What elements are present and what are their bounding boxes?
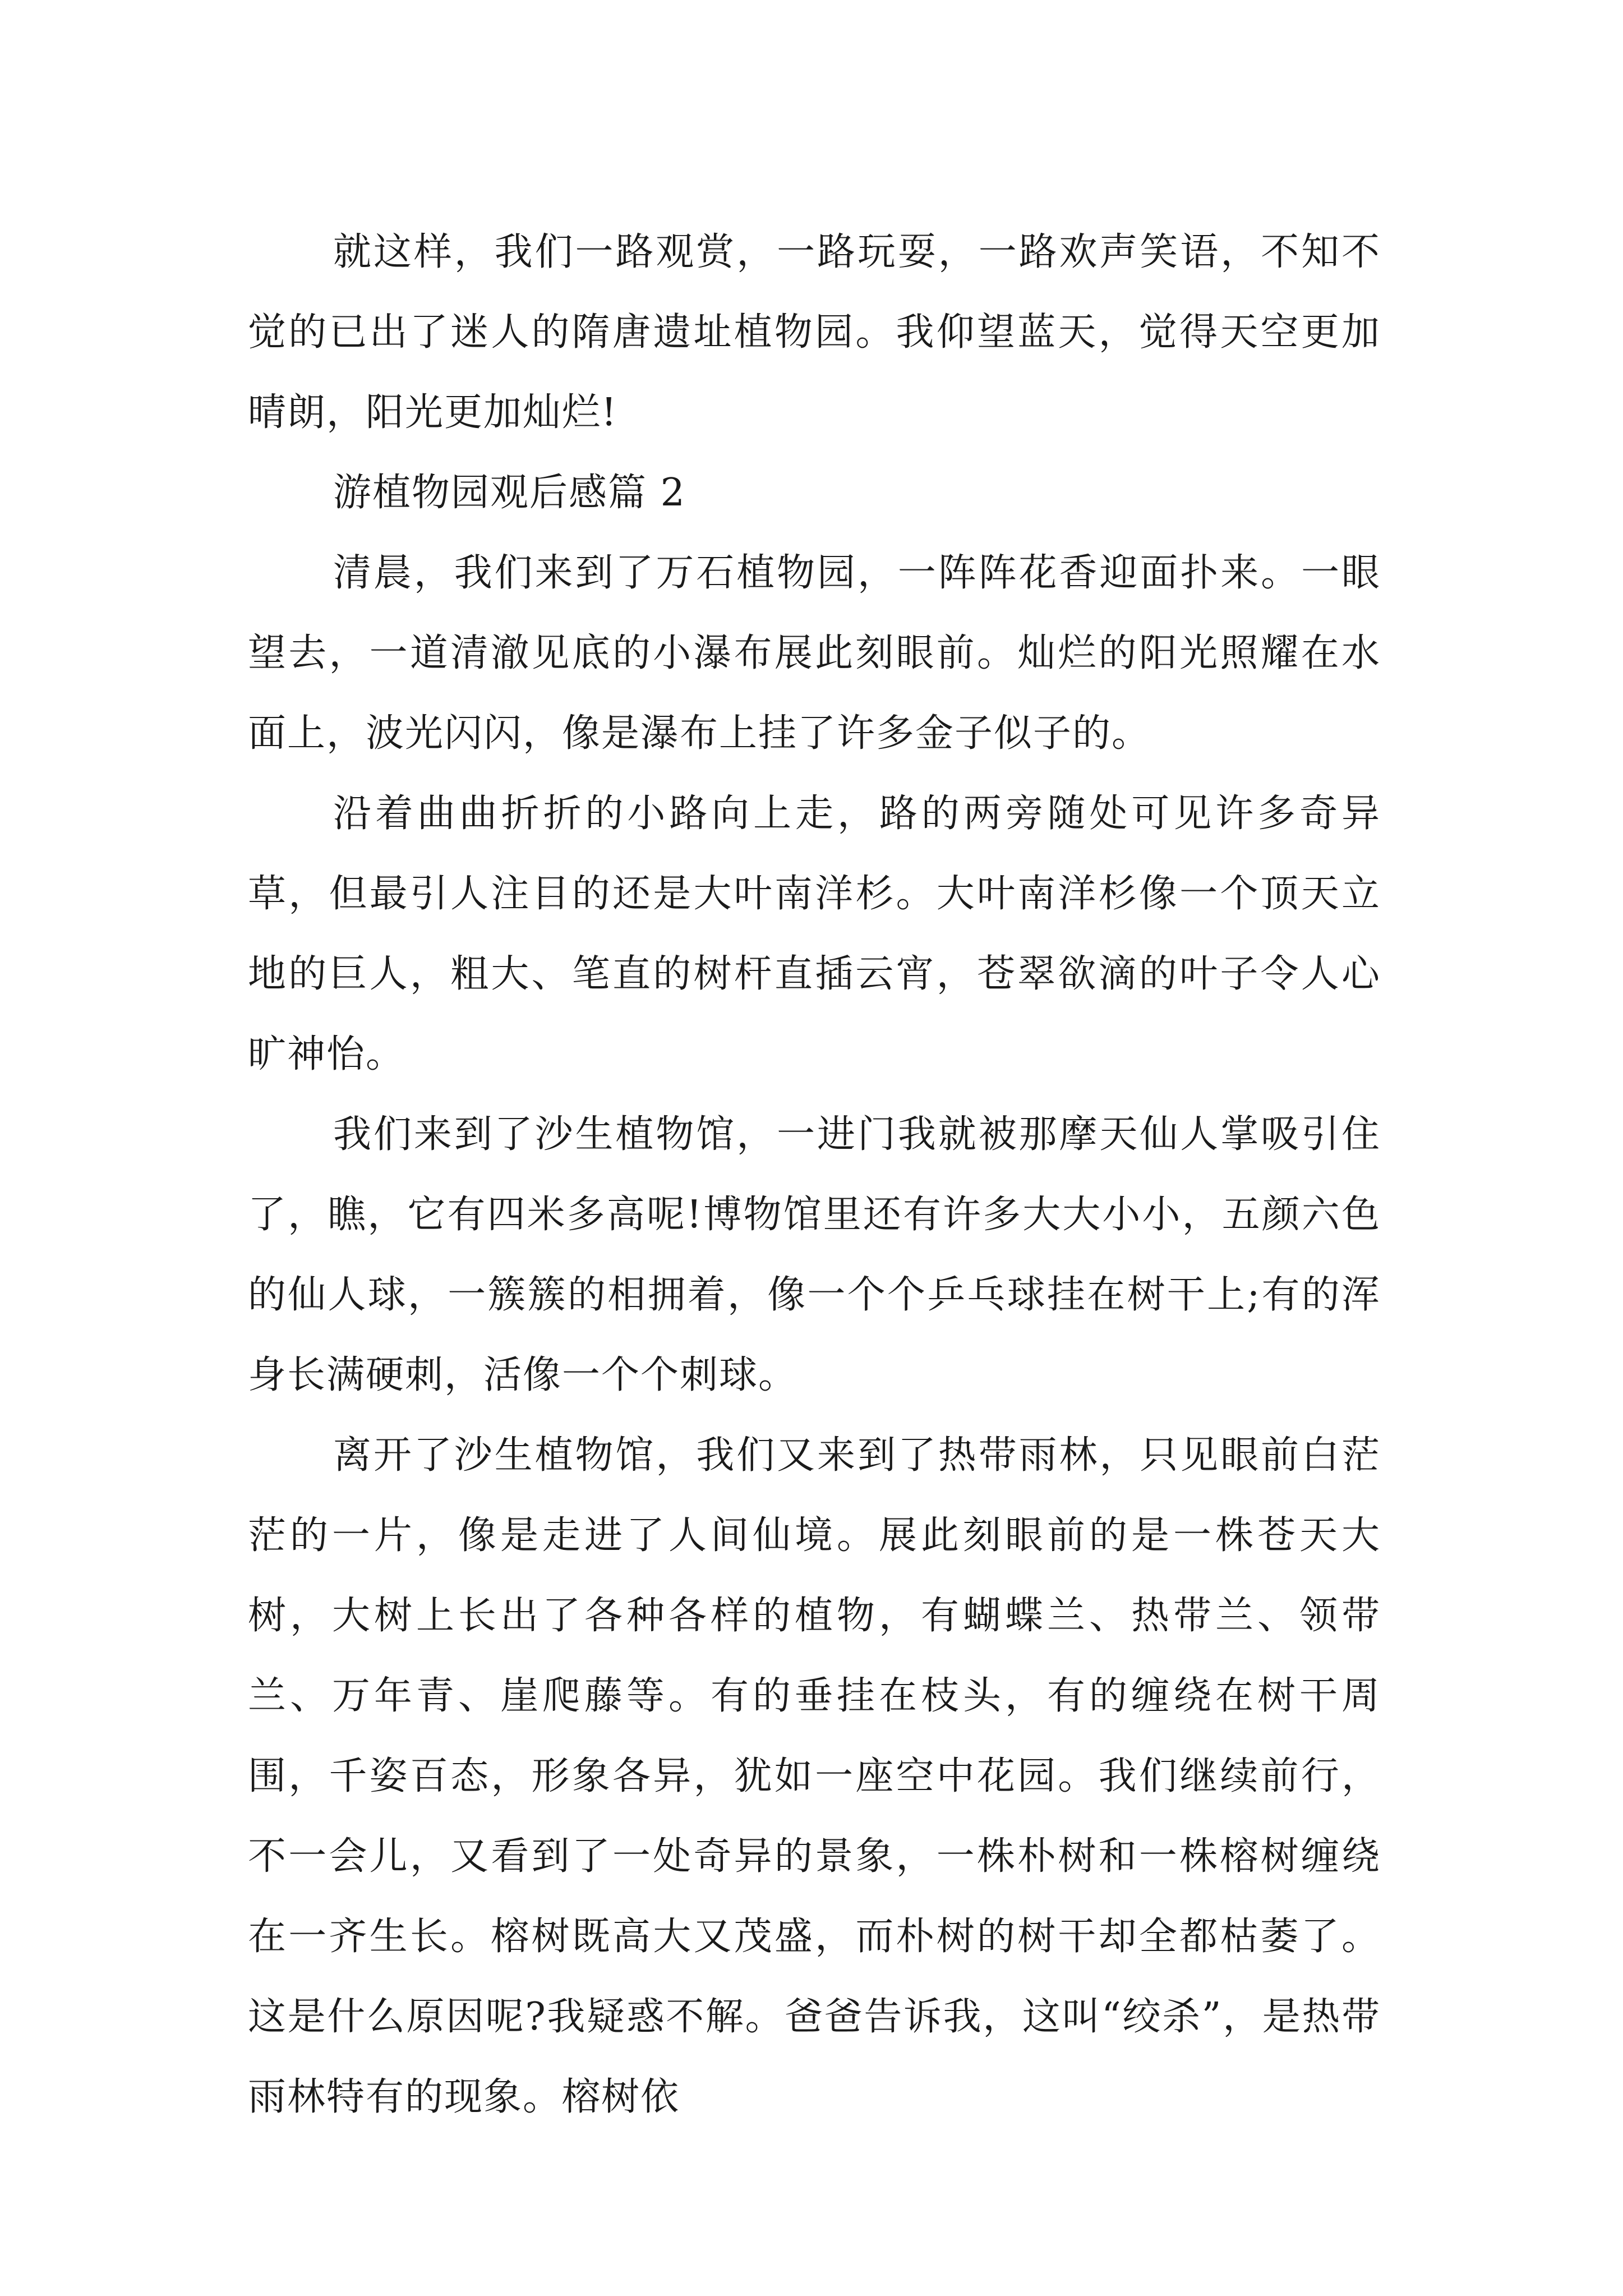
paragraph-morning: 清晨，我们来到了万石植物园，一阵阵花香迎面扑来。一眼望去，一道清澈见底的小瀑布展此刻眼前。灿烂的阳光照耀在水面上，波光闪闪，像是瀑布上挂了许多金子似子的。: [248, 551, 1381, 756]
paragraph-closing: 就这样，我们一路观赏，一路玩耍，一路欢声笑语，不知不觉的已出了迷人的隋唐遗址植物园。我仰望蓝天，觉得天空更加晴朗，阳光更加灿烂!: [248, 230, 1381, 435]
section-title: 游植物园观后感篇 2: [333, 471, 686, 515]
paragraph-cactus-hall: 我们来到了沙生植物馆，一进门我就被那摩天仙人掌吸引住了，瞧，它有四米多高呢!博物馆里还有许多大大小小，五颜六色的仙人球，一簇簇的相拥着，像一个个乒乓球挂在树干上;有的浑身长满硬刺，活像一个个刺球。: [248, 1112, 1381, 1397]
paragraph-rainforest: 离开了沙生植物馆，我们又来到了热带雨林，只见眼前白茫茫的一片，像是走进了人间仙境。展此刻眼前的是一株苍天大树，大树上长出了各种各样的植物，有蝴蝶兰、热带兰、领带兰、万年青、崖爬藤等。有的垂挂在枝头，有的缠绕在树干周围，千姿百态，形象各异，犹如一座空中花园。我们继续前行，不一会儿，又看到了一处奇异的景象，一株朴树和一株榕树缠绕在一齐生长。榕树既高大又茂盛，而朴树的树干却全都枯萎了。这是什么原因呢?我疑惑不解。爸爸告诉我，这叫“绞杀”，是热带雨林特有的现象。榕树依: [248, 1433, 1381, 2119]
paragraph-path: 沿着曲曲折折的小路向上走，路的两旁随处可见许多奇异草，但最引人注目的还是大叶南洋杉。大叶南洋杉像一个顶天立地的巨人，粗大、笔直的树杆直插云宵，苍翠欲滴的叶子令人心旷神怡。: [248, 792, 1381, 1076]
document-body: [248, 212, 1381, 2137]
